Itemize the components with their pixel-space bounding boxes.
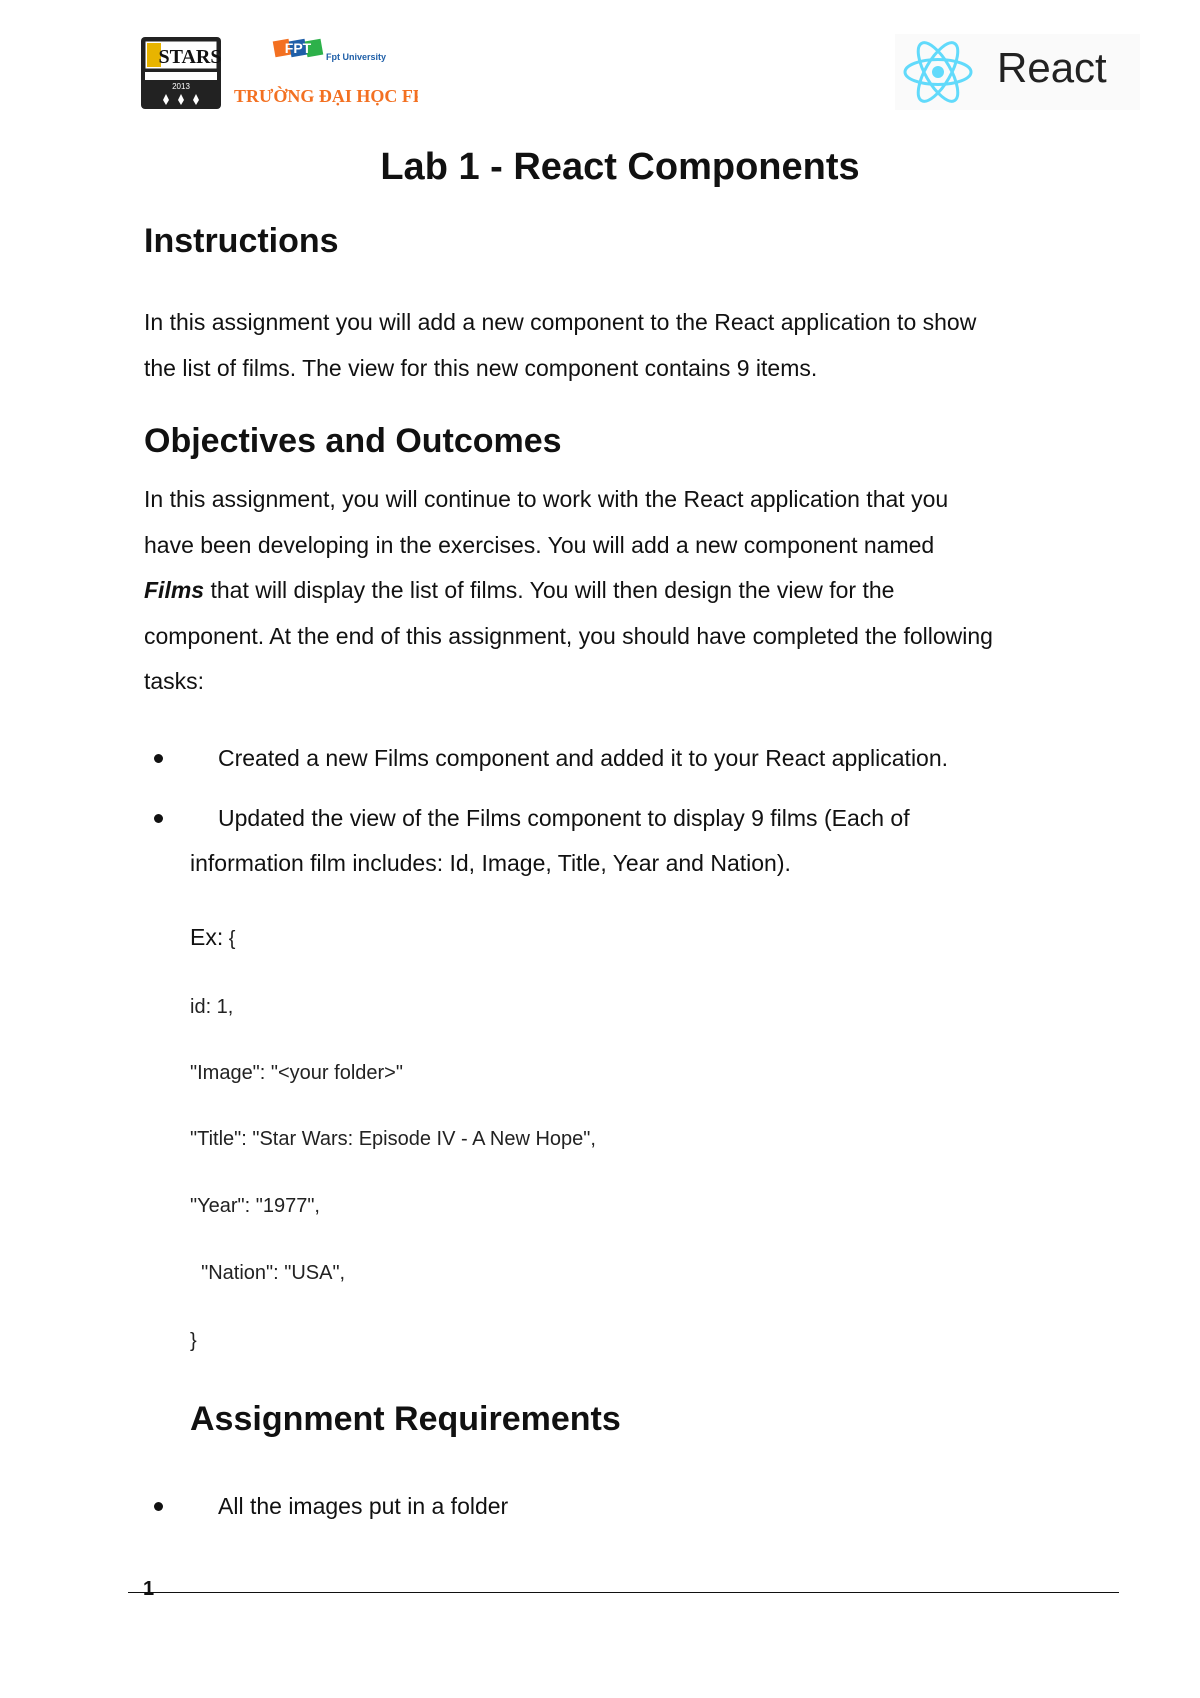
document-title: Lab 1 - React Components [380,146,860,188]
stars-badge-icon [140,36,222,110]
fpt-logo-caption: TRƯỜNG ĐẠI HỌC FPT [234,86,418,106]
bullet-icon [154,1502,163,1511]
example-open-brace: { [223,928,236,950]
bullet-icon [154,814,163,823]
task-item-2-line2: information film includes: Id, Image, Title, Year and Nation). [190,850,791,876]
page-number: 1 [143,1578,155,1600]
paragraph-line: In this assignment you will add a new component to the React application to show [144,309,977,335]
stars-logo-year: 2013 [172,82,190,91]
example-label: Ex: [190,924,224,950]
stars-logo [140,36,222,110]
paragraph-line-rest: that will display the list of films. You will then design the view for the [204,577,895,603]
example-line: "Title": "Star Wars: Episode IV - A New Hope", [190,1128,596,1150]
fpt-logo-text: FPT [284,40,312,56]
paragraph-line: tasks: [144,668,205,694]
footer-divider [128,1592,1119,1593]
paragraph-line: In this assignment, you will continue to work with the React application that you [144,486,949,512]
paragraph-line: the list of films. The view for this new component contains 9 items. [144,354,818,381]
example-line: "Nation": "USA", [190,1262,346,1284]
fpt-logo-icon [234,38,418,114]
paragraph-line: have been developing in the exercises. You will add a new component named [144,531,935,558]
react-logo [895,34,1140,110]
paragraph-line: component. At the end of this assignment, you should have completed the following [144,622,993,649]
instructions-paragraph [144,300,1144,391]
paragraph-line [144,568,1154,614]
example-block-open [190,924,235,951]
react-logo-text: React [997,44,1107,91]
bullet-icon [154,754,163,763]
films-emphasis: Films [144,577,205,603]
objectives-paragraph [144,477,1154,705]
fpt-logo-subtext: Fpt University [326,52,387,62]
example-line: "Year": "1977", [190,1195,320,1217]
example-line: } [190,1330,197,1352]
react-atom-icon [901,36,975,108]
task-item-2-line1: Updated the view of the Films component to display 9 films (Each of [218,805,910,831]
example-line: "Image": "<your folder>" [190,1062,403,1084]
requirements-heading: Assignment Requirements [190,1400,621,1438]
task-item-1: Created a new Films component and added it to your React application. [218,745,949,771]
example-line: id: 1, [190,996,234,1018]
instructions-heading: Instructions [144,222,339,260]
requirement-item-1: All the images put in a folder [218,1493,509,1519]
objectives-heading: Objectives and Outcomes [144,422,562,460]
fpt-university-logo [234,38,418,114]
stars-logo-text: STARS [158,46,222,68]
